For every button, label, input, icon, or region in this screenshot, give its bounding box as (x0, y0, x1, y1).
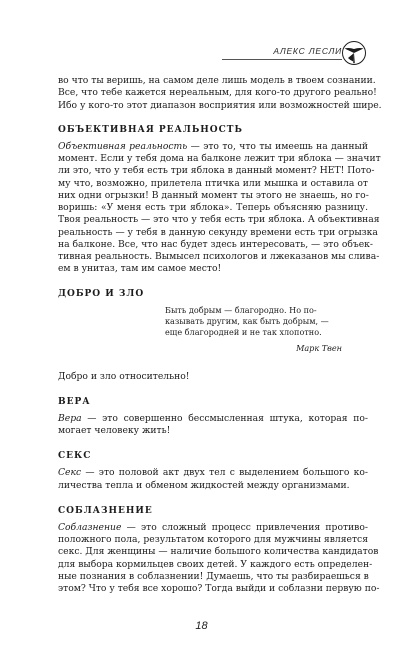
text-line: личества тепла и обменом жидкостей между организмами. (58, 479, 350, 491)
text-line: них одни огрызки! В данный момент ты этого не знаешь, но го- (58, 189, 369, 201)
header-rule (222, 59, 342, 60)
epigraph (165, 305, 355, 354)
text-line: ли это, что у тебя есть три яблока в данный момент? НЕТ! Пото- (58, 165, 375, 177)
term-faith: Вера (58, 412, 82, 424)
section-heading-good-and-evil: ДОБРО И ЗЛО (58, 288, 145, 299)
text-line: му что, возможно, прилетела птичка или мышка и оставила от (58, 177, 368, 189)
text-fragment: — это сложный процесс привлечения противо- (121, 521, 368, 533)
header-author-name: АЛЕКС ЛЕСЛИ (273, 46, 342, 56)
text-line: ем в унитаз, там им самое место! (58, 263, 222, 275)
text-line: Твоя реальность — это что у тебя есть три яблока. А объективная (58, 214, 380, 226)
seduction-paragraph (58, 521, 380, 596)
text-line: Ибо у кого-то этот диапазон восприятия или возможностей шире. (58, 99, 382, 111)
page-number: 18 (195, 620, 208, 632)
intro-paragraph (58, 75, 382, 112)
text-line: могает человеку жить! (58, 425, 171, 436)
text-line: секс. Для женщины — наличие большого количества кандидатов (58, 546, 379, 558)
text-line: воришь: «У меня есть три яблока». Теперь объясняю разницу. (58, 202, 368, 213)
good-evil-paragraph (58, 371, 368, 383)
faith-paragraph (58, 413, 368, 438)
epigraph-line: Быть добрым — благородно. Но по- (165, 304, 317, 315)
author-logo-icon (341, 40, 367, 66)
objective-reality-paragraph (58, 140, 381, 276)
running-header (58, 44, 342, 64)
text-line (58, 522, 368, 534)
epigraph-line: казывать другим, как быть добрым, — (165, 315, 329, 326)
text-line: тивная реальность. Вымысел психологов и лжеказанов мы слива- (58, 251, 380, 262)
section-heading-objective-reality: ОБЪЕКТИВНАЯ РЕАЛЬНОСТЬ (58, 124, 243, 135)
page-content (58, 75, 382, 595)
epigraph-line: еще благородней и не так хлопотно. (165, 326, 322, 337)
text-line: этом? Что у тебя все хорошо? Тогда выйди и соблазни первую по- (58, 583, 380, 594)
section-heading-faith: ВЕРА (58, 396, 91, 407)
term-objective-reality: Объективная реальность (58, 140, 188, 152)
section-heading-seduction: СОБЛАЗНЕНИЕ (58, 505, 153, 516)
text-line: на балконе. Все, что нас будет здесь интересовать, — это объек- (58, 238, 374, 250)
text-line (58, 467, 368, 479)
section-heading-sex: СЕКС (58, 451, 92, 462)
text-line: положного пола, результатом которого для мужчины является (58, 534, 368, 545)
text-line: во что ты веришь, на самом деле лишь модель в твоем сознании. (58, 75, 376, 86)
text-line: момент. Если у тебя дома на балконе лежит три яблока — значит (58, 153, 381, 164)
text-line: для выбора кормильцев своих детей. У каждого есть определен- (58, 558, 373, 570)
text-line: ные познания в соблазнении! Думаешь, что ты разбираешься в (58, 570, 369, 582)
text-fragment: — это то, что ты имеешь на данный (187, 140, 368, 152)
text-line: реальность — у тебя в данную секунду времени есть три огрызка (58, 226, 378, 238)
text-line (58, 413, 368, 425)
term-sex: Секс (58, 467, 82, 479)
text-line: Добро и зло относительно! (58, 370, 190, 382)
text-fragment: — это половой акт двух тел с выделением большого ко- (81, 467, 368, 479)
text-line (58, 141, 368, 153)
epigraph-author: Марк Твен (296, 342, 342, 353)
text-fragment: — это совершенно бессмысленная штука, которая по- (81, 412, 368, 424)
term-seduction: Соблазнение (58, 521, 122, 533)
text-line: Все, что тебе кажется нереальным, для кого-то другого реально! (58, 87, 377, 99)
sex-paragraph (58, 467, 368, 492)
